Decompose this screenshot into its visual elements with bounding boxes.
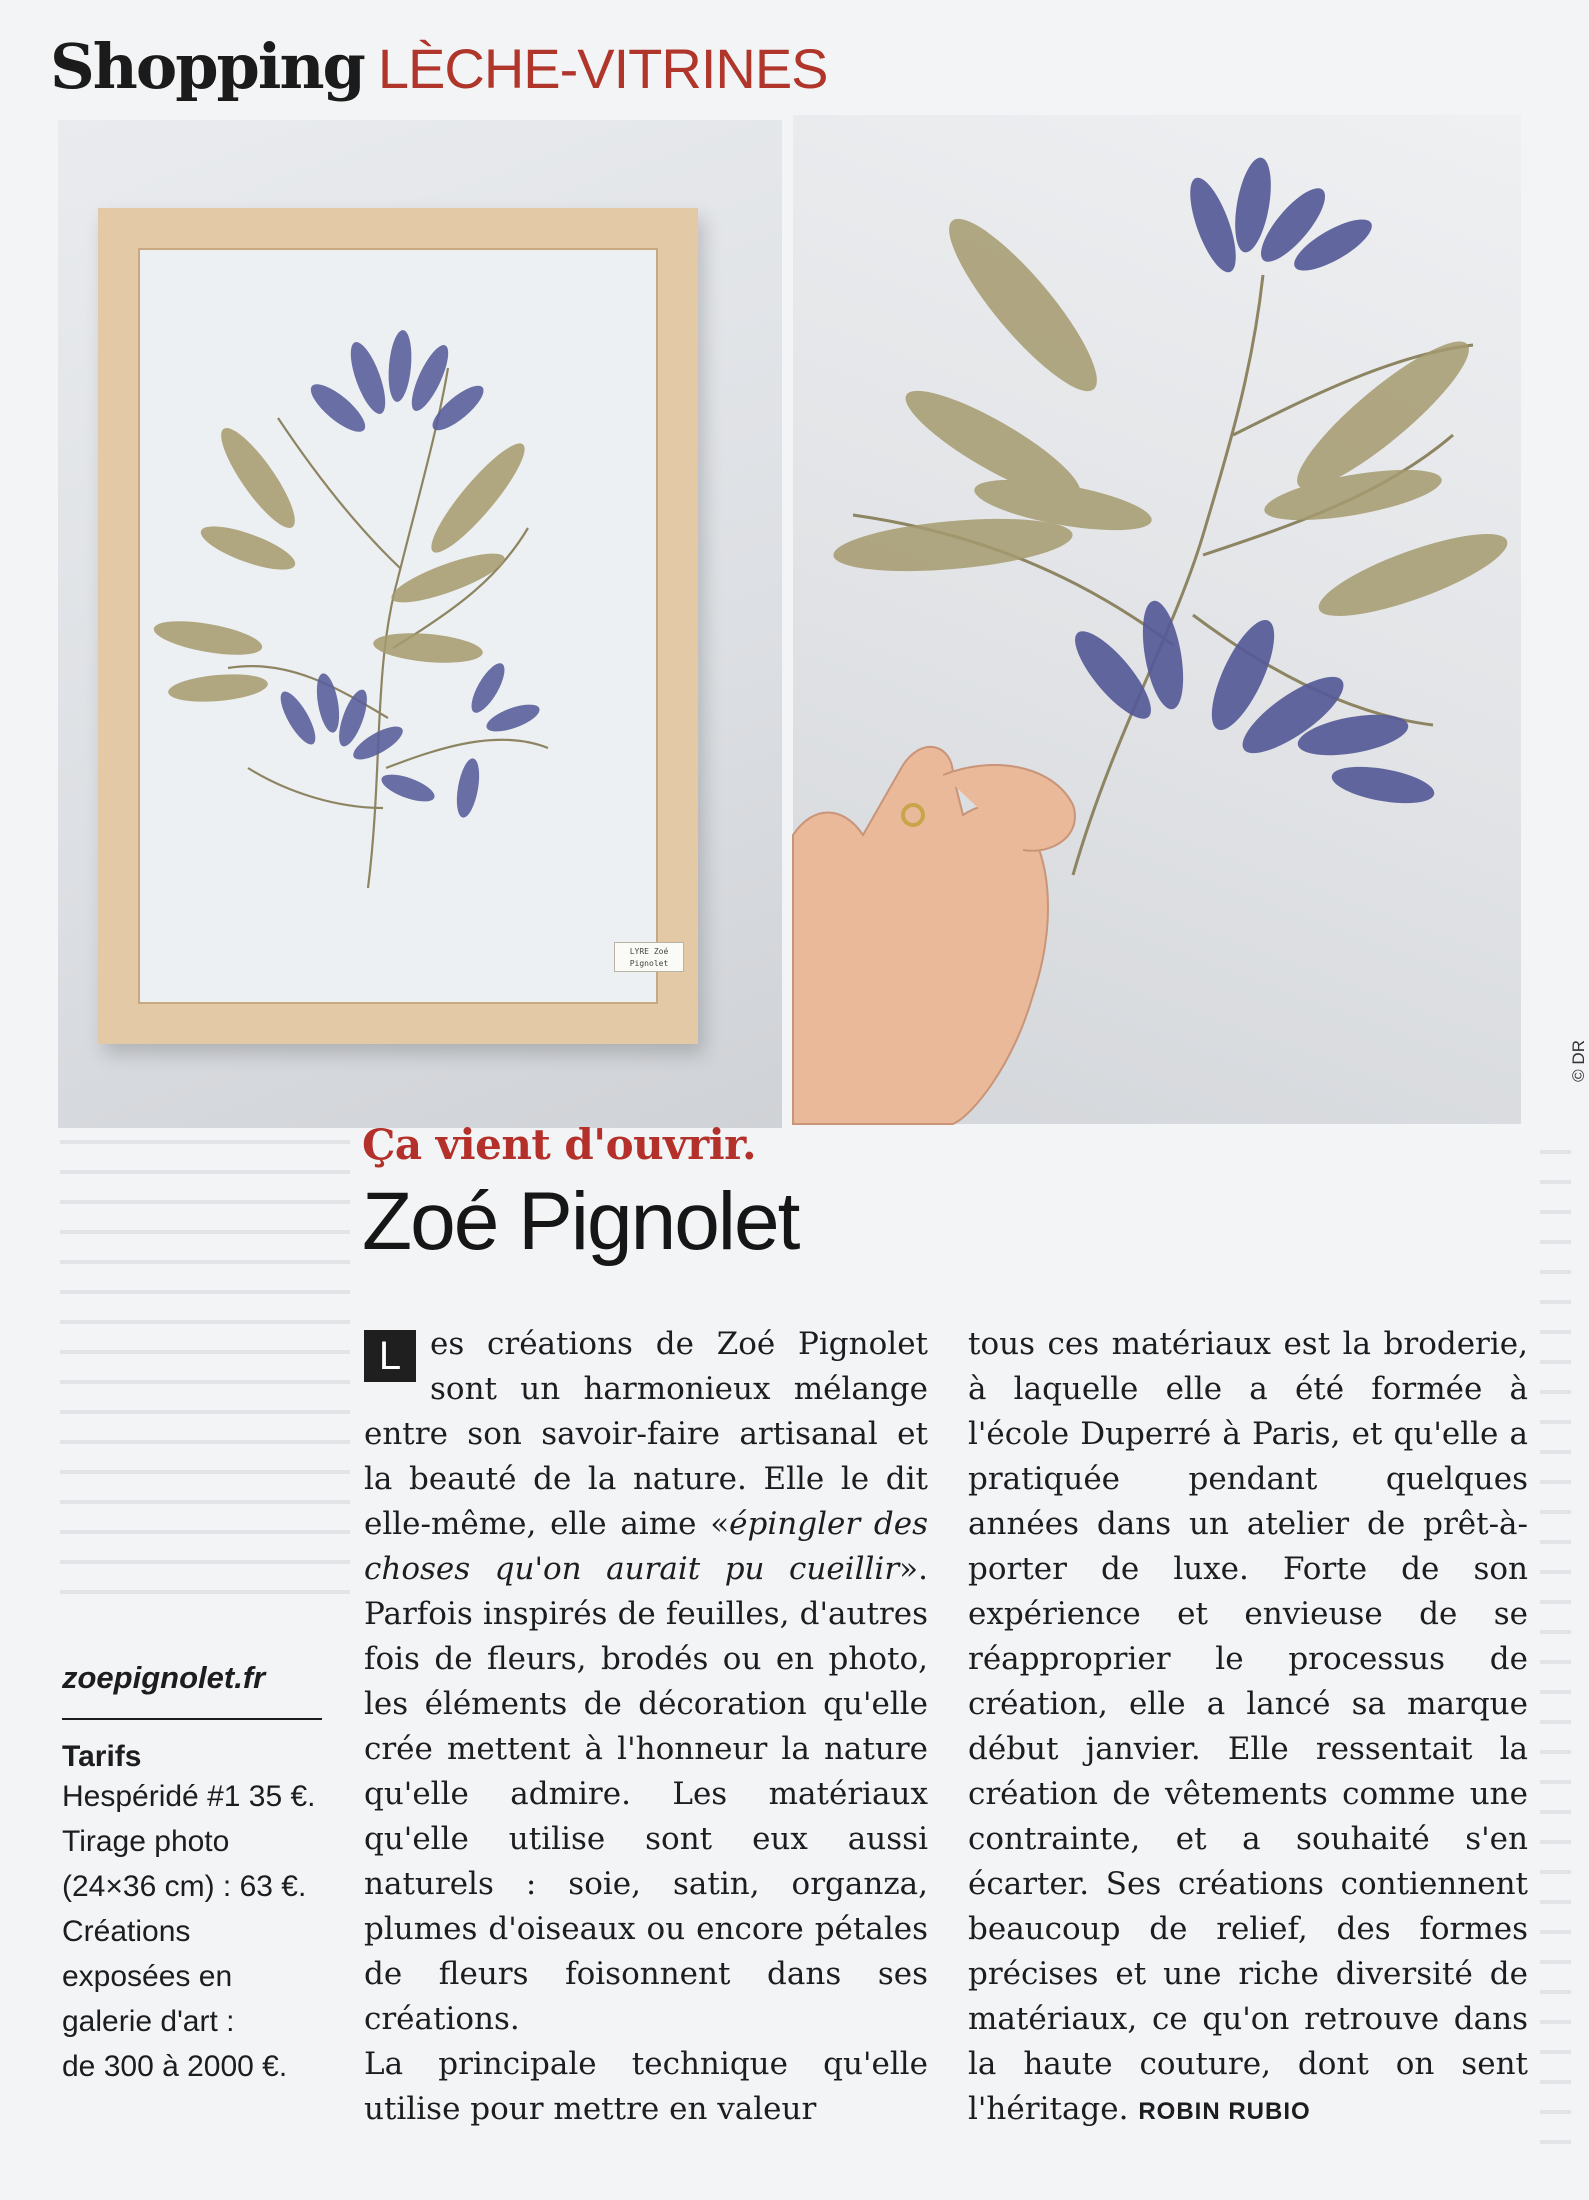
article-headline: Zoé Pignolet <box>362 1176 799 1267</box>
article-paragraph <box>968 1322 1528 2134</box>
article-column-2 <box>968 1322 1528 2134</box>
closeup-artwork-photo <box>793 115 1521 1124</box>
drop-cap: L <box>364 1330 416 1382</box>
article-paragraph <box>364 1322 928 2042</box>
article-column-1 <box>364 1322 928 2132</box>
paragraph-text: es créations de Zoé Pignolet sont un harmonieux mélange entre son savoir-faire artisanal et la beauté de la nature. Elle le dit elle-même, elle aime « <box>364 1326 928 1542</box>
paragraph-text: tous ces matériaux est la broderie, à laquelle elle a été formée à l'école Duperré à Paris, et qu'elle a pratiquée pendant quelques années dans un atelier de prêt-à-porter de luxe. Forte de son expérience et envieuse de se réapproprier le processus de création, elle a lancé sa marque début janvier. Elle ressentait la création de vêtements comme une contrainte, et a souhaité s'en écarter. Ses créations contiennent beaucoup de relief, des formes précises et une riche diversité de matériaux, ce qu'on retrouve dans la haute couture, dont on sent l'héritage. <box>968 1326 1528 2127</box>
bleed-through-texture <box>60 1140 350 1600</box>
paragraph-text: ». Parfois inspirés de feuilles, d'autres fois de fleurs, brodés ou en photo, les éléments de décoration qu'elle crée mettent à l'honneur la nature qu'elle admire. Les matériaux qu'elle utilise sont eux aussi naturels : soie, satin, organza, plumes d'oiseaux ou encore pétales de fleurs foisonnent dans ses créations. <box>364 1551 928 2037</box>
artwork-label: LYRE Zoé Pignolet <box>614 942 684 972</box>
embroidery-closeup-illustration <box>793 115 1521 1124</box>
section-header <box>50 30 828 110</box>
wooden-frame <box>98 208 698 1044</box>
tarif-line: exposées en <box>62 1960 233 1993</box>
tarif-line: de 300 à 2000 €. <box>62 2050 288 2083</box>
photo-credit: © DR <box>1569 1040 1588 1082</box>
website-link[interactable]: zoepignolet.fr <box>62 1660 322 1720</box>
framed-artwork-photo <box>58 120 782 1128</box>
section-subtitle: LÈCHE-VITRINES <box>377 37 828 100</box>
embroidered-branch-illustration <box>138 248 658 1004</box>
info-sidebar <box>62 1660 322 2089</box>
quote-text: épingler des choses qu'on aurait pu cueillir <box>364 1506 928 1587</box>
section-title: Shopping <box>50 30 364 103</box>
author-byline: ROBIN RUBIO <box>1138 2098 1311 2125</box>
article-kicker: Ça vient d'ouvrir. <box>362 1120 757 1169</box>
tarif-line: galerie d'art : <box>62 2005 235 2038</box>
bleed-through-texture <box>1540 1150 1571 2150</box>
tarif-line: (24×36 cm) : 63 €. <box>62 1870 307 1903</box>
tarif-line: Tirage photo <box>62 1825 230 1858</box>
article-paragraph: La principale technique qu'elle utilise pour mettre en valeur <box>364 2046 928 2127</box>
tarif-line: Créations <box>62 1915 191 1948</box>
tarif-line: Hespéridé #1 35 €. <box>62 1780 316 1813</box>
tarifs-title: Tarifs <box>62 1740 142 1773</box>
